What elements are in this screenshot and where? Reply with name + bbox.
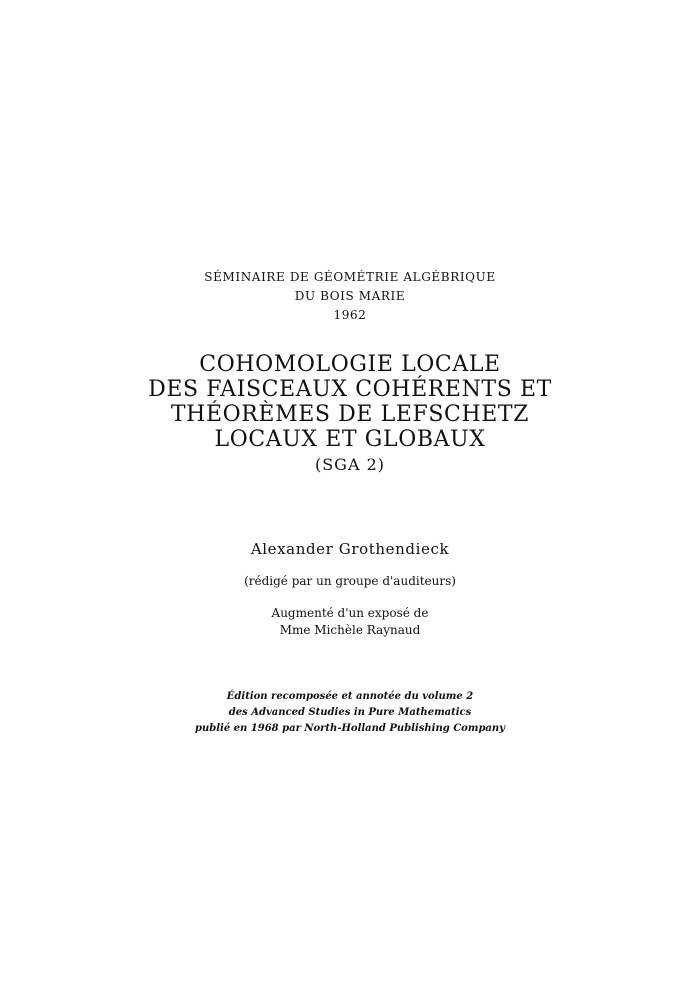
- edition-line: publié en 1968 par North-Holland Publishing Company: [195, 723, 505, 734]
- series-code: (SGA 2): [314, 455, 386, 474]
- seminar-year: 1962: [333, 308, 367, 322]
- editors-note: (rédigé par un groupe d'auditeurs): [244, 574, 456, 588]
- title-line: LOCAUX ET GLOBAUX: [214, 427, 486, 452]
- seminar-heading: [0, 268, 700, 325]
- seminar-name: SÉMINAIRE DE GÉOMÉTRIE ALGÉBRIQUE: [204, 270, 496, 284]
- supplement-line: Augmenté d'un exposé de: [271, 606, 429, 620]
- seminar-location: DU BOIS MARIE: [294, 289, 406, 303]
- edition-line: Édition recomposée et annotée du volume 2: [226, 691, 474, 702]
- supplement-note: [0, 605, 700, 639]
- book-title: [0, 352, 700, 452]
- edition-line: des Advanced Studies in Pure Mathematics: [228, 707, 472, 718]
- title-line: THÉORÈMES DE LEFSCHETZ: [170, 402, 530, 427]
- supplement-author: Mme Michèle Raynaud: [279, 623, 421, 637]
- title-line: COHOMOLOGIE LOCALE: [199, 352, 501, 377]
- author-name: Alexander Grothendieck: [250, 540, 450, 558]
- edition-note: [0, 689, 700, 737]
- title-line: DES FAISCEAUX COHÉRENTS ET: [148, 377, 552, 402]
